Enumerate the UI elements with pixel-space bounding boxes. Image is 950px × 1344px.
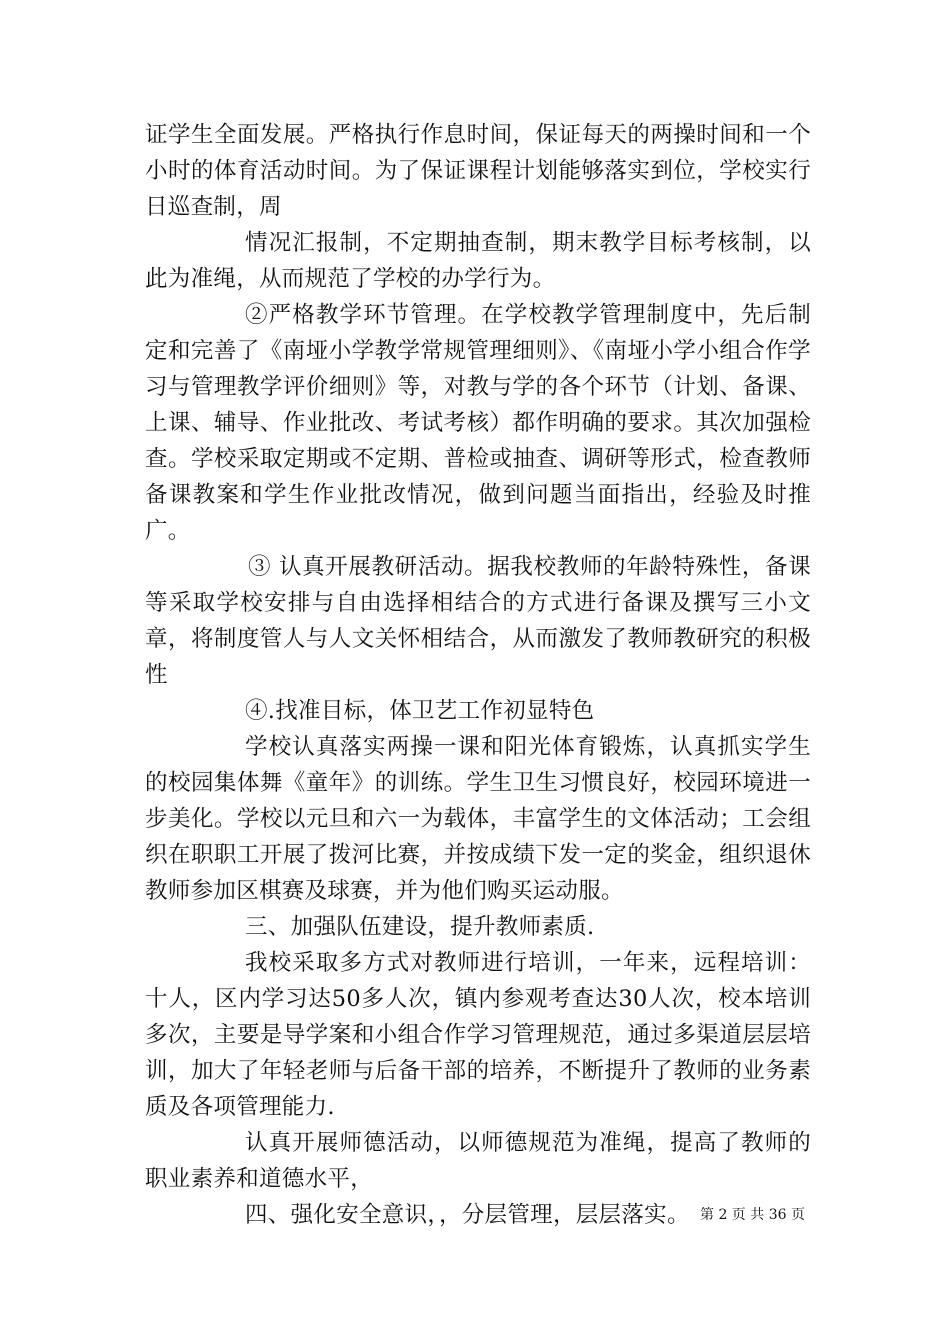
paragraph-8: 认真开展师德活动，以师德规范为准绳，提高了教师的职业素养和道德水平， — [145, 1130, 811, 1192]
document-body — [145, 117, 811, 1233]
paragraph-4: ③ 认真开展教研活动。据我校教师的年龄特殊性，备课等采取学校安排与自由选择相结合的方式进行备课及撰写三小文章，将制度管人与人文关怀相结合，从而激发了教师教研究的积极性 — [145, 554, 811, 688]
paragraph-6: 学校认真落实两操一课和阳光体育锻炼，认真抓实学生的校园集体舞《童年》的训练。学生卫生习惯良好，校园环境进一步美化。学校以元旦和六一为载体，丰富学生的文体活动；工会组织在职职工开展了拨河比赛，并按成绩下发一定的奖金，组织退休教师参加区棋赛及球赛，并为他们购买运动服。 — [145, 734, 811, 904]
paragraph-5: ④.找准目标，体卫艺工作初显特色 — [245, 698, 595, 724]
paragraph-1: 证学生全面发展。严格执行作息时间，保证每天的两操时间和一个小时的体育活动时间。为了保证课程计划能够落实到位，学校实行日巡查制，周 — [145, 122, 811, 220]
page-number: 第 2 页 共 36 页 — [700, 1207, 805, 1223]
paragraph-7: 我校采取多方式对教师进行培训，一年来，远程培训：十人，区内学习达50多人次，镇内参观考查达30人次，校本培训多次，主要是导学案和小组合作学习管理规范，通过多渠道层层培训，加大了年轻老师与后备干部的培养，不断提升了教师的业务素质及各项管理能力. — [145, 950, 811, 1120]
paragraph-2: 情况汇报制，不定期抽查制，期末教学目标考核制，以此为准绳，从而规范了学校的办学行为。 — [145, 230, 811, 292]
section-heading-3: 三、加强队伍建设，提升教师素质. — [245, 914, 595, 940]
paragraph-3: ②严格教学环节管理。在学校教学管理制度中，先后制定和完善了《南垭小学教学常规管理细则》、《南垭小学小组合作学习与管理教学评价细则》等，对教与学的各个环节（计划、备课、上课、辅导、作业批改、考试考核）都作明确的要求。其次加强检查。学校采取定期或不定期、普检或抽查、调研等形式，检查教师备课教案和学生作业批改情况，做到问题当面指出，经验及时推广。 — [145, 302, 811, 544]
section-heading-4: 四、强化安全意识，，分层管理，层层落实。 — [245, 1202, 690, 1228]
